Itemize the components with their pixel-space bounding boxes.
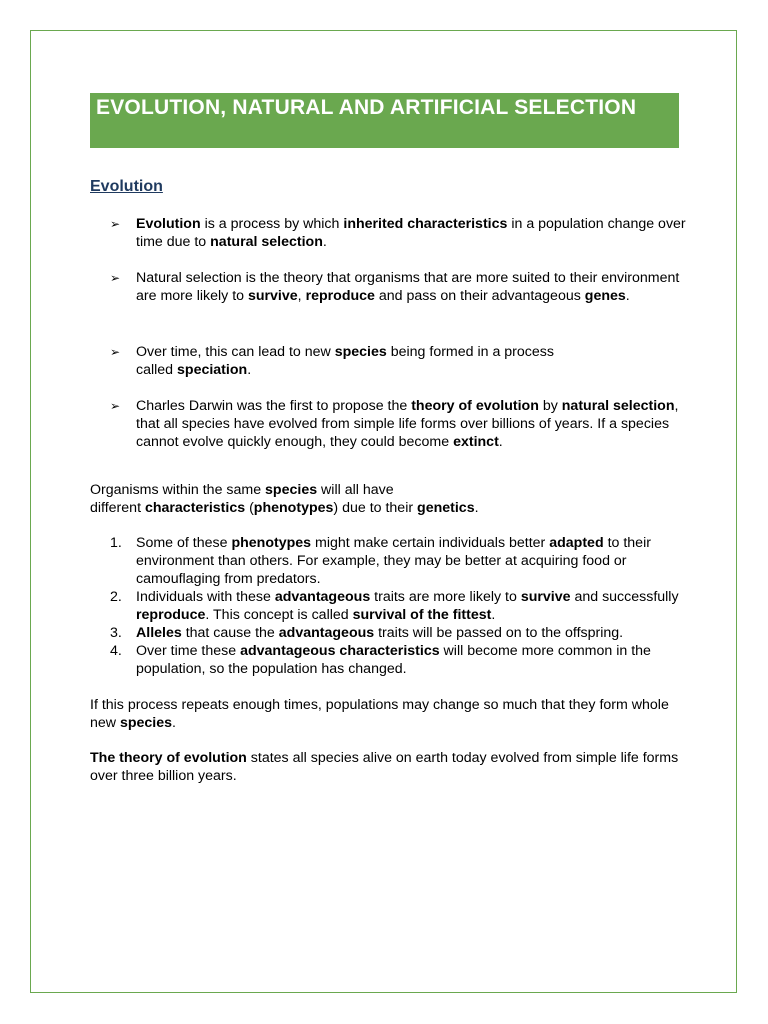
bold-term: natural selection	[561, 398, 675, 414]
bold-term: phenotypes	[253, 500, 334, 516]
text-run: to their environment than others. For example, they may be better at acquiring food or camouflaging from predators.	[136, 535, 651, 587]
text-run: different	[90, 500, 145, 516]
bold-term: Alleles	[136, 625, 182, 641]
text-run: Over time, this can lead to new	[136, 344, 335, 360]
text-run: .	[491, 607, 496, 623]
bold-term: reproduce	[305, 288, 375, 304]
item-number: 4.	[110, 643, 122, 659]
arrow-bullet-icon: ➢	[110, 399, 121, 413]
bold-term: survival of the fittest	[352, 607, 492, 623]
text-run: Charles Darwin was the first to propose the	[136, 398, 412, 414]
bold-term: adapted	[549, 535, 604, 551]
bold-term: speciation	[177, 362, 248, 378]
bold-term: survive	[247, 288, 298, 304]
bold-term: extinct	[453, 434, 499, 450]
section-heading-evolution: Evolution	[90, 178, 163, 195]
text-run: will all have	[317, 482, 394, 498]
bold-term: species	[119, 715, 173, 731]
bold-term: genetics	[417, 500, 475, 516]
bullet-text	[136, 269, 686, 305]
text-run: being formed in a process	[386, 344, 554, 360]
text-run: Over time these	[136, 643, 241, 659]
bold-term: Evolution	[136, 216, 201, 232]
bold-term: reproduce	[136, 607, 206, 623]
text-run: is a process by which	[200, 216, 344, 232]
text-run: traits are more likely to	[370, 589, 521, 605]
bold-term: inherited characteristics	[343, 216, 508, 232]
item-number: 3.	[110, 625, 122, 641]
text-run: .	[322, 234, 327, 250]
text-run: (	[245, 500, 254, 516]
text-run: ,	[297, 288, 306, 304]
bullet-text	[136, 343, 686, 379]
intro-paragraph	[90, 481, 680, 517]
text-run: .	[172, 715, 176, 731]
numbered-item-text	[136, 534, 686, 588]
text-run: If this process repeats enough times, populations may change so much that they form whole new	[90, 697, 669, 731]
repeat-paragraph	[90, 696, 680, 732]
bold-term: natural selection	[210, 234, 323, 250]
text-run: and successfully	[570, 589, 679, 605]
bullet-text	[136, 397, 686, 451]
item-number: 1.	[110, 535, 122, 551]
numbered-item-text	[136, 624, 686, 642]
page-title: EVOLUTION, NATURAL AND ARTIFICIAL SELECTION	[90, 93, 679, 148]
bold-term: advantageous	[274, 589, 371, 605]
bold-term: The theory of evolution	[90, 750, 247, 766]
text-run: in a population change over time due to	[136, 216, 686, 250]
arrow-bullet-icon: ➢	[110, 217, 121, 231]
theory-paragraph	[90, 749, 680, 785]
bold-term: advantageous characteristics	[240, 643, 440, 659]
bold-term: theory of evolution	[411, 398, 539, 414]
bold-term: advantageous	[278, 625, 375, 641]
bold-term: survive	[520, 589, 571, 605]
numbered-item-text	[136, 642, 686, 678]
text-run: .	[474, 500, 479, 516]
text-run: Natural selection is the theory that organisms that are more suited to their environment are more likely to	[136, 270, 680, 304]
bullet-text	[136, 215, 686, 251]
bold-term: genes	[584, 288, 626, 304]
text-run: might make certain individuals better	[311, 535, 550, 551]
bold-term: phenotypes	[231, 535, 312, 551]
text-run: Some of these	[136, 535, 232, 551]
item-number: 2.	[110, 589, 122, 605]
numbered-item-text	[136, 588, 686, 624]
text-run: traits will be passed on to the offspring.	[374, 625, 624, 641]
text-run: .	[625, 288, 630, 304]
bold-term: species	[334, 344, 387, 360]
text-run: .	[498, 434, 503, 450]
text-run: Individuals with these	[136, 589, 275, 605]
text-run: by	[538, 398, 562, 414]
text-run: will become more common in the population, so the population has changed.	[136, 643, 651, 677]
text-run: ) due to their	[333, 500, 418, 516]
text-run: that cause the	[181, 625, 279, 641]
text-run: states all species alive on earth today evolved from simple life forms over three billion years.	[90, 750, 679, 784]
text-run: .	[247, 362, 252, 378]
text-run: . This concept is called	[205, 607, 353, 623]
bold-term: species	[265, 482, 318, 498]
text-run: and pass on their advantageous	[374, 288, 585, 304]
arrow-bullet-icon: ➢	[110, 345, 121, 359]
text-run: , that all species have evolved from simple life forms over billions of years. If a species cannot evolve quickly enough, they could become	[136, 398, 679, 450]
text-run: Organisms within the same	[90, 482, 266, 498]
text-run: called	[136, 362, 178, 378]
bold-term: characteristics	[144, 500, 246, 516]
arrow-bullet-icon: ➢	[110, 271, 121, 285]
